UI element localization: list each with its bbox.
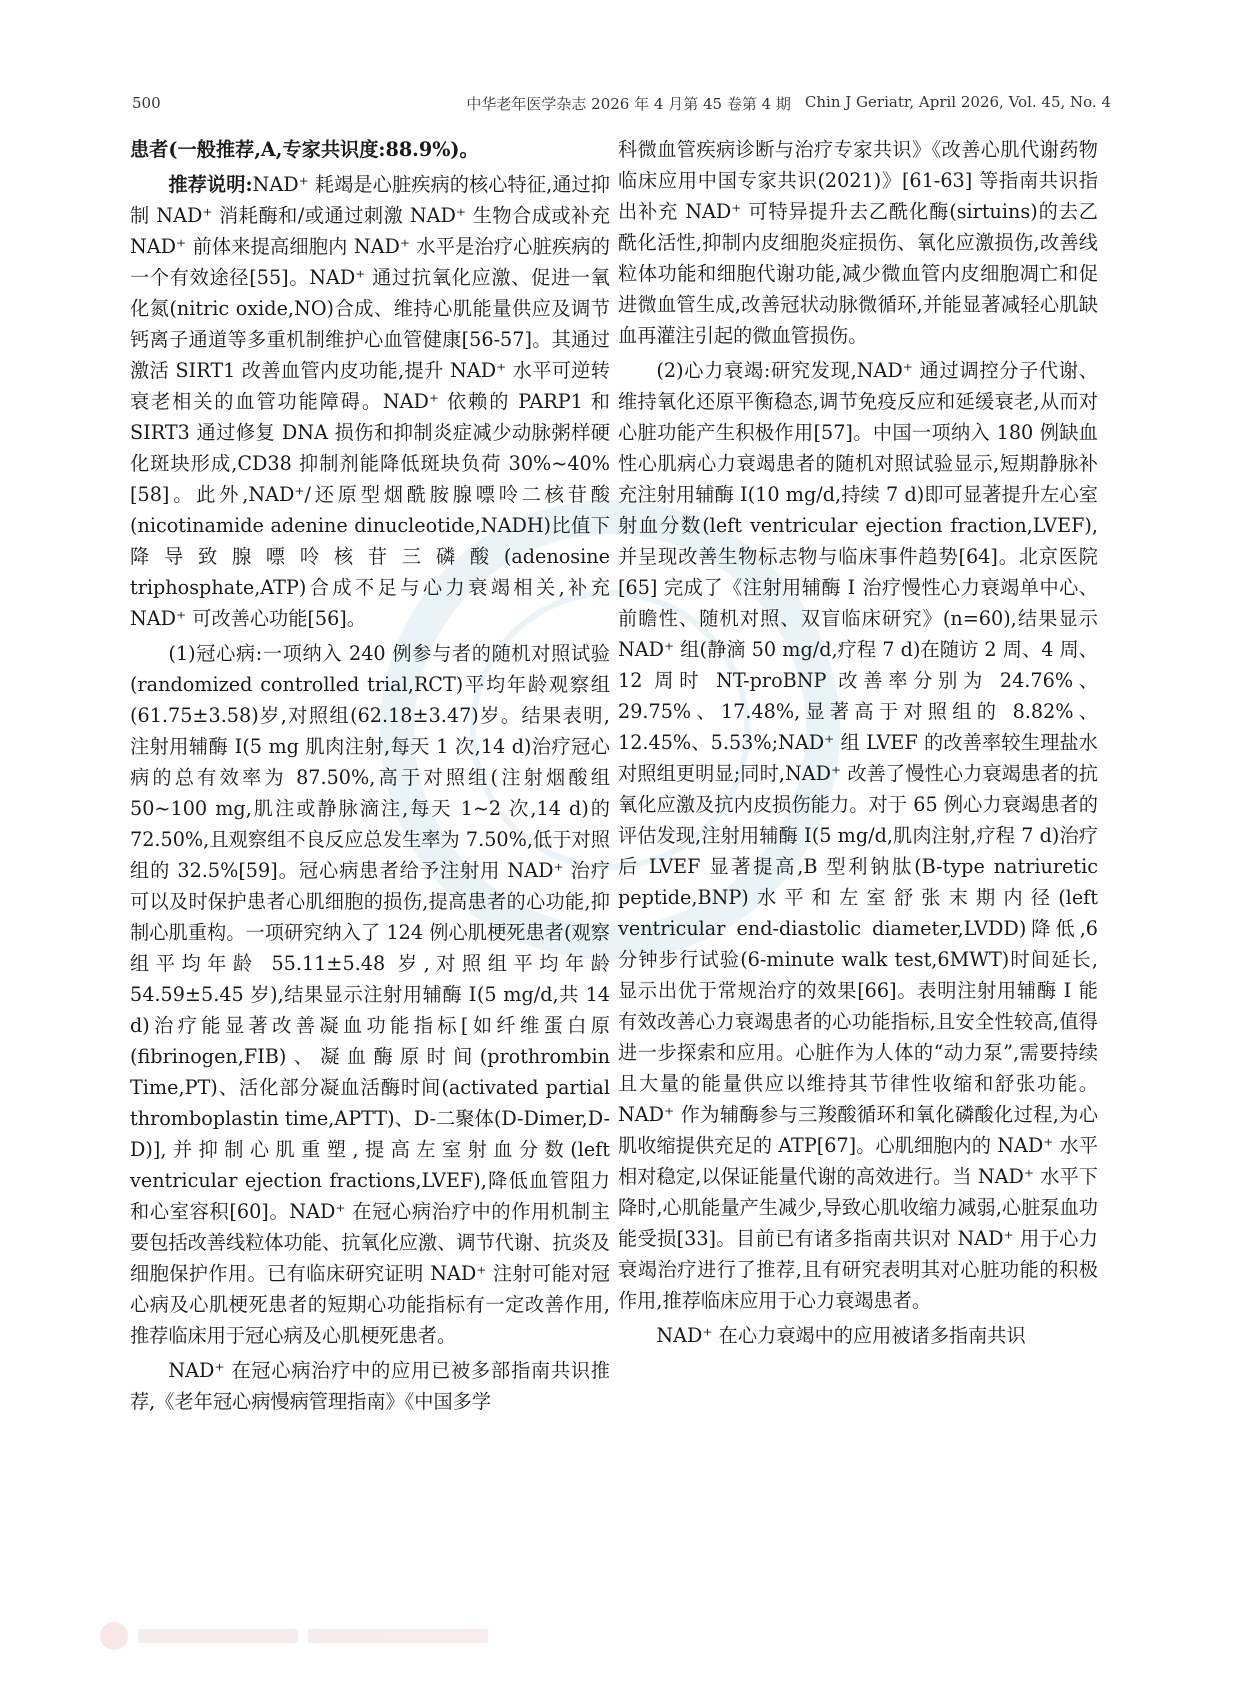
page-header (132, 90, 1111, 116)
heart-failure-guideline-paragraph: NAD⁺ 在心力衰竭中的应用被诸多指南共识 (656, 1324, 1026, 1347)
journal-title-en: Chin J Geriatr, April 2026, Vol. 45, No. 4 (804, 92, 1111, 111)
publisher-mark-bar (138, 1629, 298, 1643)
coronary-heart-disease-paragraph: (1)冠心病:一项纳入 240 例参与者的随机对照试验(randomized controlled trial,RCT)平均年龄观察组(61.75±3.58)岁,对照组(62.18±3.47)岁。结果表明,注射用辅酶 I(5 mg 肌肉注射,每天 1 次,14 d)治疗冠心病的总有效率为 87.50%,高于对照组(注射烟酸组 50~100 mg,肌注或静脉滴注,每天 1~2 次,14 d)的 72.50%,且观察组不良反应总发生率为 7.50%,低于对照组的 32.5%[59]。冠心病患者给予注射用 NAD⁺ 治疗可以及时保护患者心肌细胞的损伤,提高患者的心功能,抑制心肌重构。一项研究纳入了 124 例心肌梗死患者(观察组平均年龄 55.11±5.48 岁,对照组平均年龄 54.59±5.45 岁),结果显示注射用辅酶 Ⅰ(5 mg/d,共 14 d)治疗能显著改善凝血功能指标[如纤维蛋白原(fibrinogen,FIB)、凝血酶原时间(prothrombin Time,PT)、活化部分凝血活酶时间(activated partial thromboplastin time,APTT)、D-二聚体(D-Dimer,D-D)],并抑制心肌重塑,提高左室射血分数(left ventricular ejection fractions,LVEF),降低血管阻力和心室容积[60]。NAD⁺ 在冠心病治疗中的作用机制主要包括改善线粒体功能、抗氧化应激、调节代谢、抗炎及细胞保护作用。已有临床研究证明 NAD⁺ 注射可能对冠心病及心肌梗死患者的短期心功能指标有一定改善作用,推荐临床用于冠心病及心肌梗死患者。 (130, 642, 610, 1347)
right-column (618, 134, 1098, 1355)
recommendation-tail: 患者(一般推荐,A,专家共识度:88.9%)。 (130, 138, 479, 161)
journal-title (466, 93, 1111, 114)
left-column (130, 134, 610, 1421)
publisher-seal-icon (100, 1622, 128, 1650)
recommendation-explanation (130, 169, 610, 634)
explanation-lead: 推荐说明: (168, 173, 253, 196)
heart-failure-paragraph: (2)心力衰竭:研究发现,NAD⁺ 通过调控分子代谢、维持氧化还原平衡稳态,调节免疫反应和延缓衰老,从而对心脏功能产生积极作用[57]。中国一项纳入 180 例缺血性心肌病心力衰竭患者的随机对照试验显示,短期静脉补充注射用辅酶 I(10 mg/d,持续 7 d)即可显著提升左心室射血分数(left ventricular ejection fraction,LVEF),并呈现改善生物标志物与临床事件趋势[64]。北京医院[65] 完成了《注射用辅酶 Ⅰ 治疗慢性心力衰竭单中心、前瞻性、随机对照、双盲临床研究》(n=60),结果显示 NAD⁺ 组(静滴 50 mg/d,疗程 7 d)在随访 2 周、4 周、12 周时 NT-proBNP 改善率分别为 24.76%、29.75%、17.48%,显著高于对照组的 8.82%、12.45%、5.53%;NAD⁺ 组 LVEF 的改善率较生理盐水对照组更明显;同时,NAD⁺ 改善了慢性心力衰竭患者的抗氧化应激及抗内皮损伤能力。对于 65 例心力衰竭患者的评估发现,注射用辅酶 Ⅰ(5 mg/d,肌肉注射,疗程 7 d)治疗后 LVEF 显著提高,B 型利钠肽(B-type natriuretic peptide,BNP)水平和左室舒张末期内径(left ventricular end-diastolic diameter,LVDD)降低,6 分钟步行试验(6-minute walk test,6MWT)时间延长,显示出优于常规治疗的效果[66]。表明注射用辅酶 Ⅰ 能有效改善心力衰竭患者的心功能指标,且安全性较高,值得进一步探索和应用。心脏作为人体的“动力泵”,需要持续且大量的能量供应以维持其节律性收缩和舒张功能。NAD⁺ 作为辅酶参与三羧酸循环和氧化磷酸化过程,为心肌收缩提供充足的 ATP[67]。心肌细胞内的 NAD⁺ 水平相对稳定,以保证能量代谢的高效进行。当 NAD⁺ 水平下降时,心肌能量产生减少,导致心肌收缩力减弱,心脏泵血功能受损[33]。目前已有诸多指南共识对 NAD⁺ 用于心力衰竭治疗进行了推荐,且有研究表明其对心脏功能的积极作用,推荐临床应用于心力衰竭患者。 (618, 359, 1098, 1312)
guideline-continuation: 科微血管疾病诊断与治疗专家共识》《改善心肌代谢药物临床应用中国专家共识(2021)》[61-63] 等指南共识指出补充 NAD⁺ 可特异提升去乙酰化酶(sirtuins)的去乙酰化活性,抑制内皮细胞炎症损伤、氧化应激损伤,改善线粒体功能和细胞代谢功能,减少微血管内皮细胞凋亡和促进微血管生成,改善冠状动脉微循环,并能显著减轻心肌缺血再灌注引起的微血管损伤。 (618, 138, 1098, 347)
publisher-mark-bar (308, 1629, 488, 1643)
publisher-watermark (100, 1618, 520, 1654)
explanation-text: NAD⁺ 耗竭是心脏疾病的核心特征,通过抑制 NAD⁺ 消耗酶和/或通过刺激 NAD⁺ 生物合成或补充 NAD⁺ 前体来提高细胞内 NAD⁺ 水平是治疗心脏疾病的一个有效途径[55]。NAD⁺ 通过抗氧化应激、促进一氧化氮(nitric oxide,NO)合成、维持心肌能量供应及调节钙离子通道等多重机制维护心血管健康[56-57]。其通过激活 SIRT1 改善血管内皮功能,提升 NAD⁺ 水平可逆转衰老相关的血管功能障碍。NAD⁺ 依赖的 PARP1 和 SIRT3 通过修复 DNA 损伤和抑制炎症减少动脉粥样硬化斑块形成,CD38 抑制剂能降低斑块负荷 30%~40%[58]。此外,NAD⁺/还原型烟酰胺腺嘌呤二核苷酸(nicotinamide adenine dinucleotide,NADH)比值下降导致腺嘌呤核苷三磷酸(adenosine triphosphate,ATP)合成不足与心力衰竭相关,补充 NAD⁺ 可改善心功能[56]。 (130, 173, 610, 630)
guideline-paragraph: NAD⁺ 在冠心病治疗中的应用已被多部指南共识推荐,《老年冠心病慢病管理指南》《中国多学 (130, 1359, 610, 1413)
journal-title-cn: 中华老年医学杂志 2026 年 4 月第 45 卷第 4 期 (466, 94, 791, 113)
page-number: 500 (132, 94, 161, 112)
